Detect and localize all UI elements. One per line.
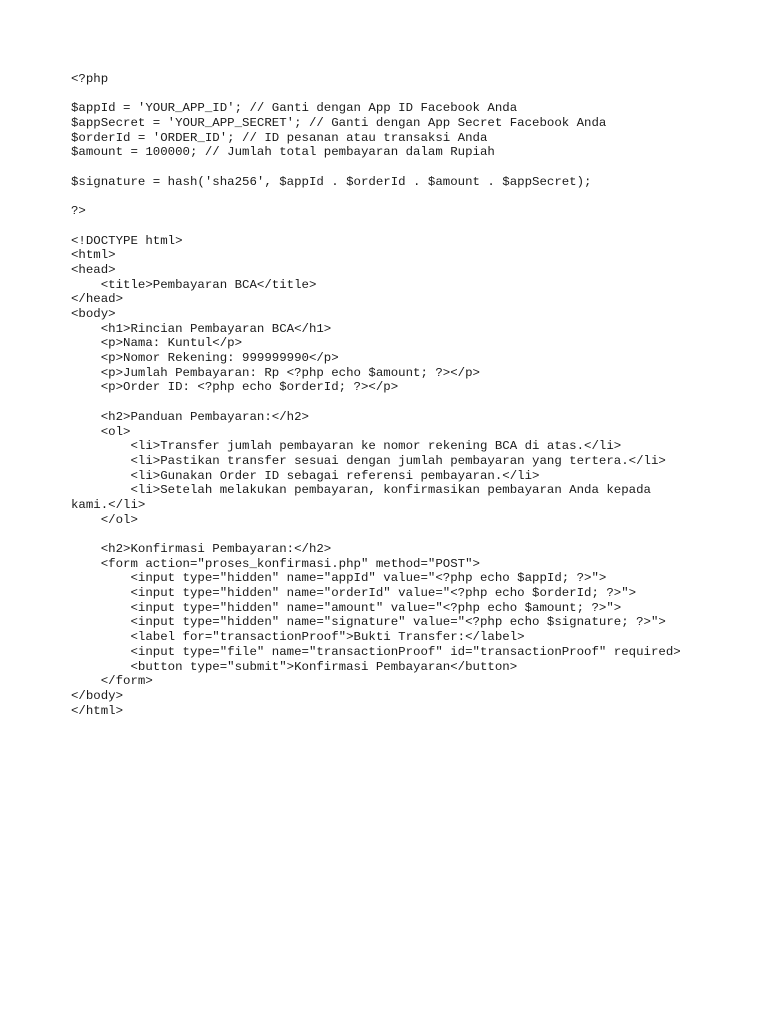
- code-line: <h2>Konfirmasi Pembayaran:</h2>: [71, 542, 332, 556]
- code-line: </body>: [71, 688, 124, 703]
- code-line: kami.</li>: [71, 497, 146, 512]
- code-line: <label for="transactionProof">Bukti Transfer:</label>: [71, 630, 525, 645]
- code-line: $orderId = 'ORDER_ID'; // ID pesanan atau transaksi Anda: [71, 130, 488, 145]
- code-line: </ol>: [71, 512, 138, 527]
- code-line: $amount = 100000; // Jumlah total pembayaran dalam Rupiah: [71, 145, 495, 160]
- code-line: <head>: [71, 262, 116, 277]
- code-line: <li>Gunakan Order ID sebagai referensi pembayaran.</li>: [71, 468, 540, 483]
- code-line: <input type="hidden" name="signature" value="<?php echo $signature; ?>">: [71, 615, 666, 630]
- code-line: [71, 190, 711, 205]
- code-line: <li>Transfer jumlah pembayaran ke nomor rekening BCA di atas.</li>: [71, 439, 622, 454]
- code-line: [71, 160, 711, 175]
- code-line: <h2>Panduan Pembayaran:</h2>: [71, 409, 309, 424]
- code-line: [71, 395, 711, 410]
- code-line: </head>: [71, 292, 124, 307]
- code-line: <input type="file" name="transactionProof" id="transactionProof" required>: [71, 644, 681, 659]
- code-line: <body>: [71, 307, 116, 321]
- code-line: </html>: [71, 703, 124, 718]
- code-line: <input type="hidden" name="orderId" value="<?php echo $orderId; ?>">: [71, 586, 637, 601]
- code-line: <input type="hidden" name="amount" value="<?php echo $amount; ?>">: [71, 600, 622, 615]
- code-line: $signature = hash('sha256', $appId . $orderId . $amount . $appSecret);: [71, 174, 592, 189]
- code-document: [71, 72, 711, 718]
- code-line: <html>: [71, 248, 116, 263]
- code-line: ?>: [71, 204, 86, 219]
- code-line: <!DOCTYPE html>: [71, 233, 183, 248]
- code-line: <input type="hidden" name="appId" value="<?php echo $appId; ?>">: [71, 571, 607, 586]
- code-line: <form action="proses_konfirmasi.php" method="POST">: [71, 556, 480, 571]
- code-line: $appSecret = 'YOUR_APP_SECRET'; // Ganti dengan App Secret Facebook Anda: [71, 116, 607, 131]
- code-line: <button type="submit">Konfirmasi Pembayaran</button>: [71, 659, 518, 674]
- code-line: <p>Order ID: <?php echo $orderId; ?></p>: [71, 380, 399, 395]
- code-line: <h1>Rincian Pembayaran BCA</h1>: [71, 321, 332, 336]
- code-line: <title>Pembayaran BCA</title>: [71, 277, 317, 292]
- code-line: <li>Pastikan transfer sesuai dengan jumlah pembayaran yang tertera.</li>: [71, 453, 666, 468]
- code-line: </form>: [71, 674, 153, 689]
- code-line: [71, 87, 711, 102]
- code-line: <p>Nomor Rekening: 999999990</p>: [71, 351, 339, 366]
- code-line: <li>Setelah melakukan pembayaran, konfirmasikan pembayaran Anda kepada: [71, 483, 651, 498]
- code-line: <p>Nama: Kuntul</p>: [71, 336, 243, 351]
- code-line: <?php: [71, 72, 109, 86]
- code-line: [71, 219, 711, 234]
- code-line: <ol>: [71, 424, 131, 439]
- code-line: [71, 527, 711, 542]
- code-line: $appId = 'YOUR_APP_ID'; // Ganti dengan App ID Facebook Anda: [71, 101, 518, 116]
- code-line: <p>Jumlah Pembayaran: Rp <?php echo $amount; ?></p>: [71, 365, 480, 380]
